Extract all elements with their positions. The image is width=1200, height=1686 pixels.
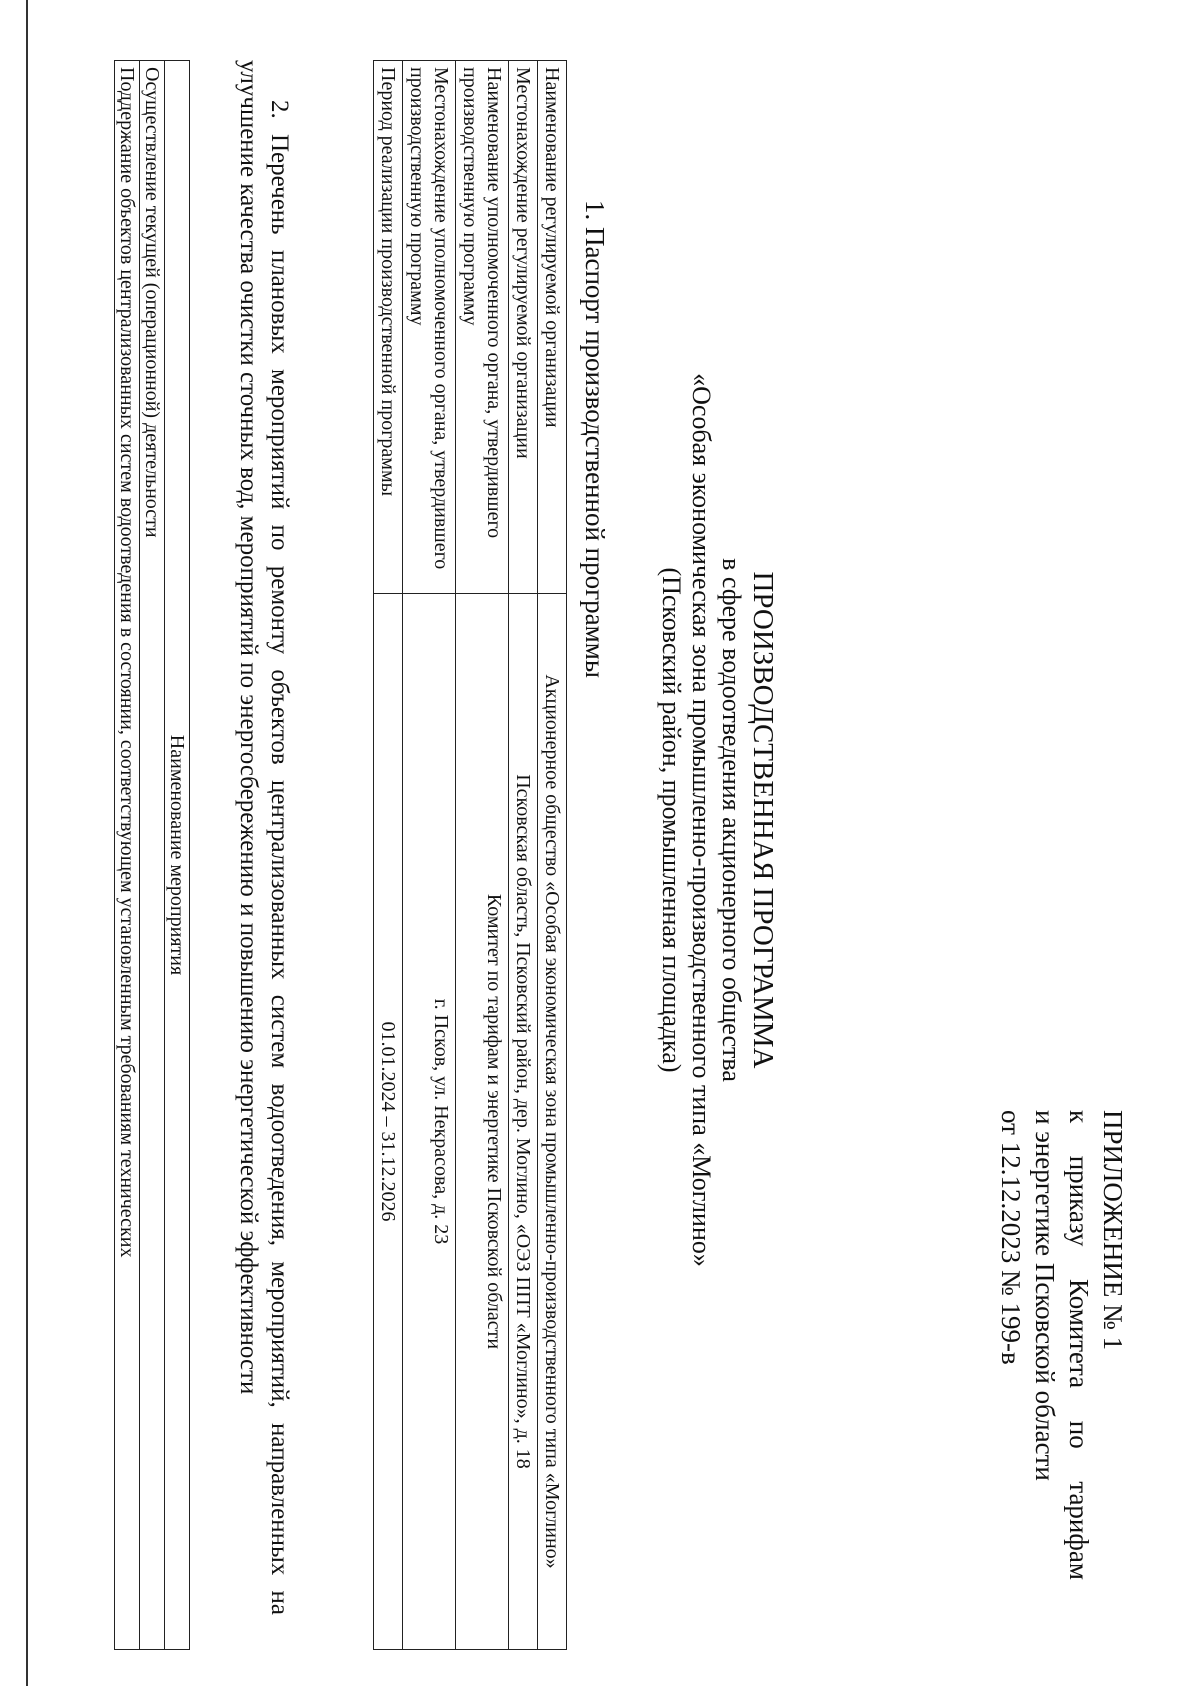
passport-value: г. Псков, ул. Некрасова, д. 23 — [403, 594, 456, 1650]
appendix-word: тарифам — [1064, 1481, 1094, 1580]
event-cell: Осуществление текущей (операционной) деятельности — [140, 61, 165, 1650]
section2-heading: 2. Перечень плановых мероприятий по ремонту объектов централизованных систем водоотведения, мероприятий, направленных на улучшение качества очистки сточных вод, мероприятий по энергосбережению и повышению энергетической эффективности — [235, 60, 293, 1615]
passport-key: Период реализации производственной программы — [374, 61, 403, 594]
passport-value: Акционерное общество «Особая экономическая зона промышленно-производственного типа «Моглино» — [538, 594, 567, 1650]
appendix-title: ПРИЛОЖЕНИЕ № 1 — [1098, 1110, 1128, 1351]
appendix-word: Комитета — [1064, 1279, 1094, 1389]
appendix-word: приказу — [1064, 1155, 1094, 1247]
table-row — [538, 61, 567, 1650]
table-row — [403, 61, 456, 1650]
event-cell: Поддержание объектов централизованных систем водоотведения в состоянии, соответствующем установленным требованиям технических — [115, 61, 140, 1650]
title-line2: в сфере водоотведения акционерного общества — [717, 558, 746, 1082]
passport-key: Наименование уполномоченного органа, утвердившего производственную программу — [456, 61, 509, 594]
table-header-row — [165, 61, 190, 1650]
table-row — [374, 61, 403, 1650]
passport-value: Псковская область, Псковский район, дер. Моглино, «ОЭЗ ППТ «Моглино», д. 18 — [509, 594, 538, 1650]
appendix-word: по — [1064, 1420, 1094, 1449]
events-table — [114, 60, 190, 1650]
appendix-block — [994, 1110, 1130, 1580]
appendix-word: к — [1064, 1110, 1094, 1124]
appendix-line3: и энергетике Псковской области — [1030, 1110, 1060, 1481]
table-row — [509, 61, 538, 1650]
passport-table — [373, 60, 567, 1650]
appendix-line2 — [1062, 1110, 1096, 1580]
rotated-document-sheet — [90, 40, 1170, 1660]
column-header: Наименование мероприятия — [165, 61, 190, 1650]
title-line4: (Псковский район, промышленная площадка) — [657, 567, 686, 1073]
table-row — [456, 61, 509, 1650]
section1-heading: 1. Паспорт производственной программы — [580, 200, 610, 678]
passport-value: Комитет по тарифам и энергетике Псковской области — [456, 594, 509, 1650]
table-row — [140, 61, 165, 1650]
passport-key: Наименование регулируемой организации — [538, 61, 567, 594]
page-edge-rule — [26, 0, 28, 1686]
appendix-line4: от 12.12.2023 № 199-в — [996, 1110, 1026, 1365]
document-title: ПРОИЗВОДСТВЕННАЯ ПРОГРАММА — [747, 571, 779, 1069]
passport-key: Местонахождение регулируемой организации — [509, 61, 538, 594]
title-block — [656, 340, 780, 1300]
passport-value: 01.01.2024 – 31.12.2026 — [374, 594, 403, 1650]
passport-key: Местонахождение уполномоченного органа, утвердившего производственную программу — [403, 61, 456, 594]
table-row — [115, 61, 140, 1650]
title-line3: «Особая экономическая зона промышленно-производственного типа «Моглино» — [687, 373, 716, 1267]
